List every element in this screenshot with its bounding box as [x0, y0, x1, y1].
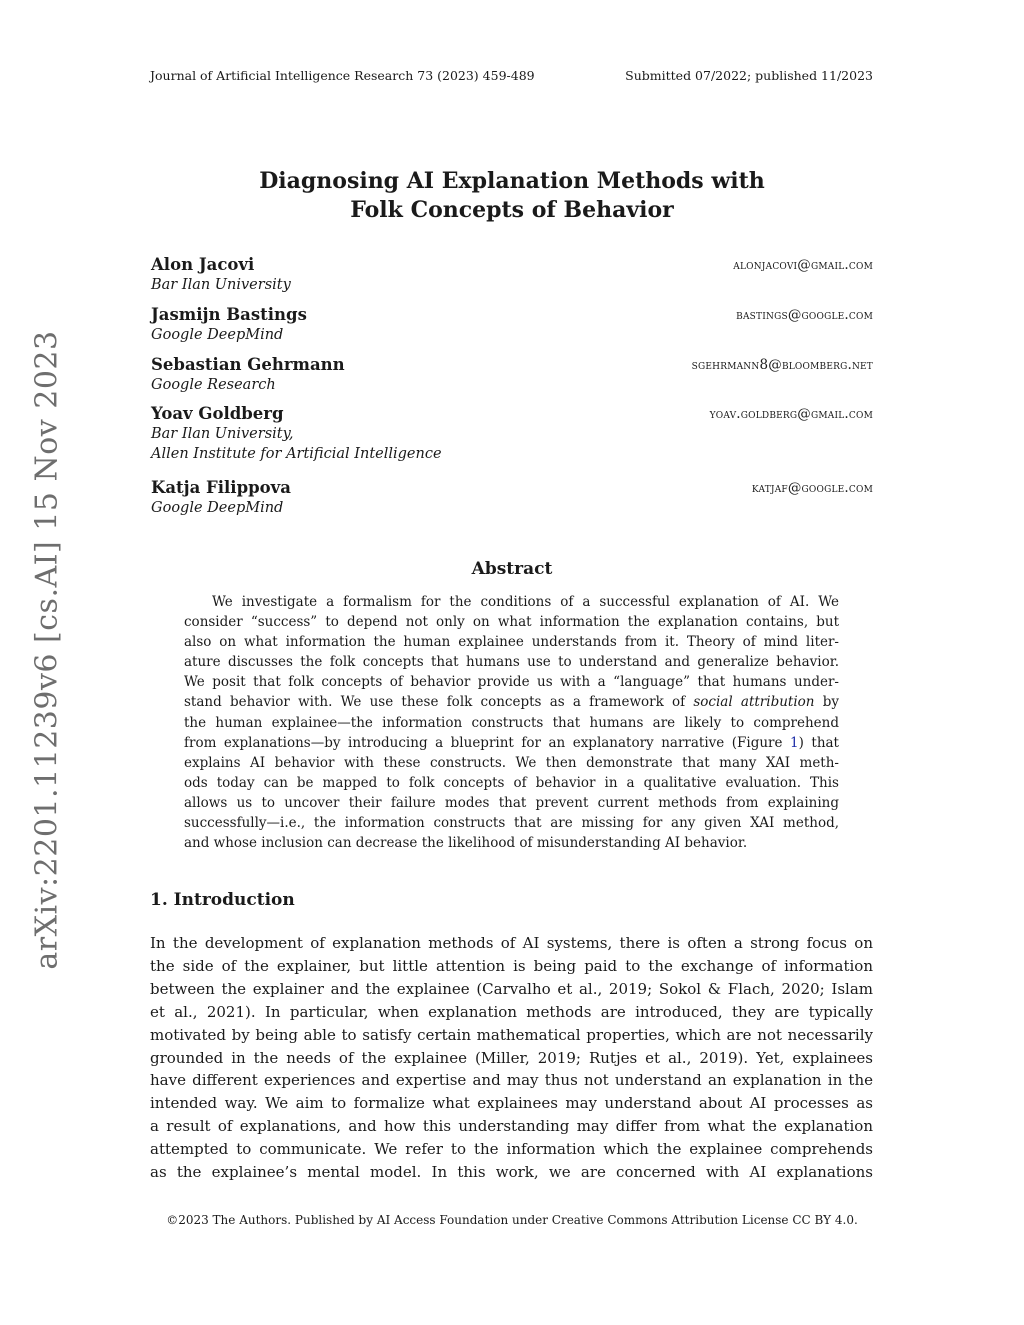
author-affiliation: Allen Institute for Artificial Intelligence: [151, 446, 442, 462]
introduction-text: [150, 932, 873, 1184]
abstract-line: ods today can be mapped to folk concepts of behavior in a qualitative evaluation. This: [184, 774, 839, 791]
abstract-line: ature discusses the folk concepts that humans use to understand and generalize behavior.: [184, 654, 839, 671]
body-line: have different experiences and expertise and may thus not understand an explanation in the: [150, 1071, 873, 1090]
body-line: grounded in the needs of the explainee (Miller, 2019; Rutjes et al., 2019). Yet, explainees: [150, 1048, 873, 1067]
body-line: between the explainer and the explainee (Carvalho et al., 2019; Sokol & Flach, 2020; Islam: [150, 979, 873, 998]
license-footer: ©2023 The Authors. Published by AI Access Foundation under Creative Commons Attribution License CC BY 4.0.: [166, 1213, 858, 1227]
author-block: [151, 255, 873, 295]
abstract-line: also on what information the human explainee understands from it. Theory of mind liter-: [184, 634, 839, 651]
abstract-line-text: stand behavior with. We use these folk concepts as a framework of: [184, 694, 686, 711]
abstract-line-text: ) that: [798, 734, 839, 751]
author-name: Sebastian Gehrmann: [151, 355, 345, 374]
abstract-line: [184, 692, 839, 712]
author-email[interactable]: bastings@google.com: [736, 307, 873, 323]
abstract-line: successfully—i.e., the information constructs that are missing for any given XAI method,: [184, 815, 839, 832]
arxiv-stamp[interactable]: arXiv:2201.11239v6 [cs.AI] 15 Nov 2023: [29, 330, 65, 970]
body-line: motivated by being able to satisfy certain mathematical properties, which are not necessarily: [150, 1025, 873, 1044]
author-name: Jasmijn Bastings: [151, 305, 307, 324]
author-email[interactable]: sgehrmann8@bloomberg.net: [691, 357, 873, 373]
abstract-line: [184, 733, 839, 753]
abstract-line: consider “success” to depend not only on what information the explanation contains, but: [184, 614, 839, 631]
body-line: In the development of explanation methods of AI systems, there is often a strong focus on: [150, 934, 873, 952]
author-affiliation: Bar Ilan University,: [151, 426, 294, 442]
abstract-heading: Abstract: [471, 559, 553, 579]
author-affiliation: Bar Ilan University: [151, 277, 291, 293]
title-line-2: Folk Concepts of Behavior: [350, 197, 674, 223]
author-email[interactable]: alonjacovi@gmail.com: [733, 257, 873, 273]
journal-citation: Journal of Artificial Intelligence Research 73 (2023) 459-489: [150, 68, 535, 83]
body-line: attempted to communicate. We refer to the information which the explainee comprehends: [150, 1140, 873, 1159]
abstract-line: explains AI behavior with these constructs. We then demonstrate that many XAI meth-: [184, 754, 839, 771]
author-name: Alon Jacovi: [151, 255, 255, 274]
abstract-line: We investigate a formalism for the conditions of a successful explanation of AI. We: [212, 594, 839, 610]
abstract-text: [184, 592, 839, 853]
body-line: intended way. We aim to formalize what explainees may understand about AI processes as: [150, 1094, 873, 1113]
emphasis-text: social attribution: [693, 694, 815, 711]
author-block: [151, 355, 873, 395]
author-affiliation: Google DeepMind: [151, 500, 284, 516]
author-email[interactable]: katjaf@google.com: [751, 480, 873, 496]
section-heading: 1. Introduction: [150, 890, 295, 910]
author-block: [151, 478, 873, 518]
abstract-line: We posit that folk concepts of behavior provide us with a “language” that humans under-: [184, 674, 839, 691]
body-line: the side of the explainer, but little attention is being paid to the exchange of information: [150, 956, 873, 975]
author-block: [151, 404, 873, 464]
paper-title: [0, 167, 1024, 225]
author-name: Yoav Goldberg: [151, 404, 284, 423]
submission-dates: Submitted 07/2022; published 11/2023: [625, 68, 873, 83]
abstract-line: allows us to uncover their failure modes that prevent current methods from explaining: [184, 794, 839, 811]
author-block: [151, 305, 873, 345]
author-affiliation: Google DeepMind: [151, 327, 284, 343]
title-line-1: Diagnosing AI Explanation Methods with: [259, 168, 765, 194]
author-email[interactable]: yoav.goldberg@gmail.com: [709, 406, 873, 422]
abstract-line-text: from explanations—by introducing a blueprint for an explanatory narrative (Figure: [184, 734, 783, 751]
abstract-line: and whose inclusion can decrease the likelihood of misunderstanding AI behavior.: [184, 835, 748, 852]
body-line: et al., 2021). In particular, when explanation methods are introduced, they are typically: [150, 1002, 873, 1021]
abstract-line: the human explainee—the information constructs that humans are likely to comprehend: [184, 714, 839, 731]
author-affiliation: Google Research: [151, 377, 276, 393]
author-name: Katja Filippova: [151, 478, 291, 497]
abstract-line-text: by: [822, 694, 839, 711]
figure-link[interactable]: 1: [790, 734, 799, 751]
body-line: a result of explanations, and how this understanding may differ from what the explanation: [150, 1117, 873, 1136]
body-line: as the explainee’s mental model. In this work, we are concerned with AI explanations: [150, 1163, 873, 1182]
